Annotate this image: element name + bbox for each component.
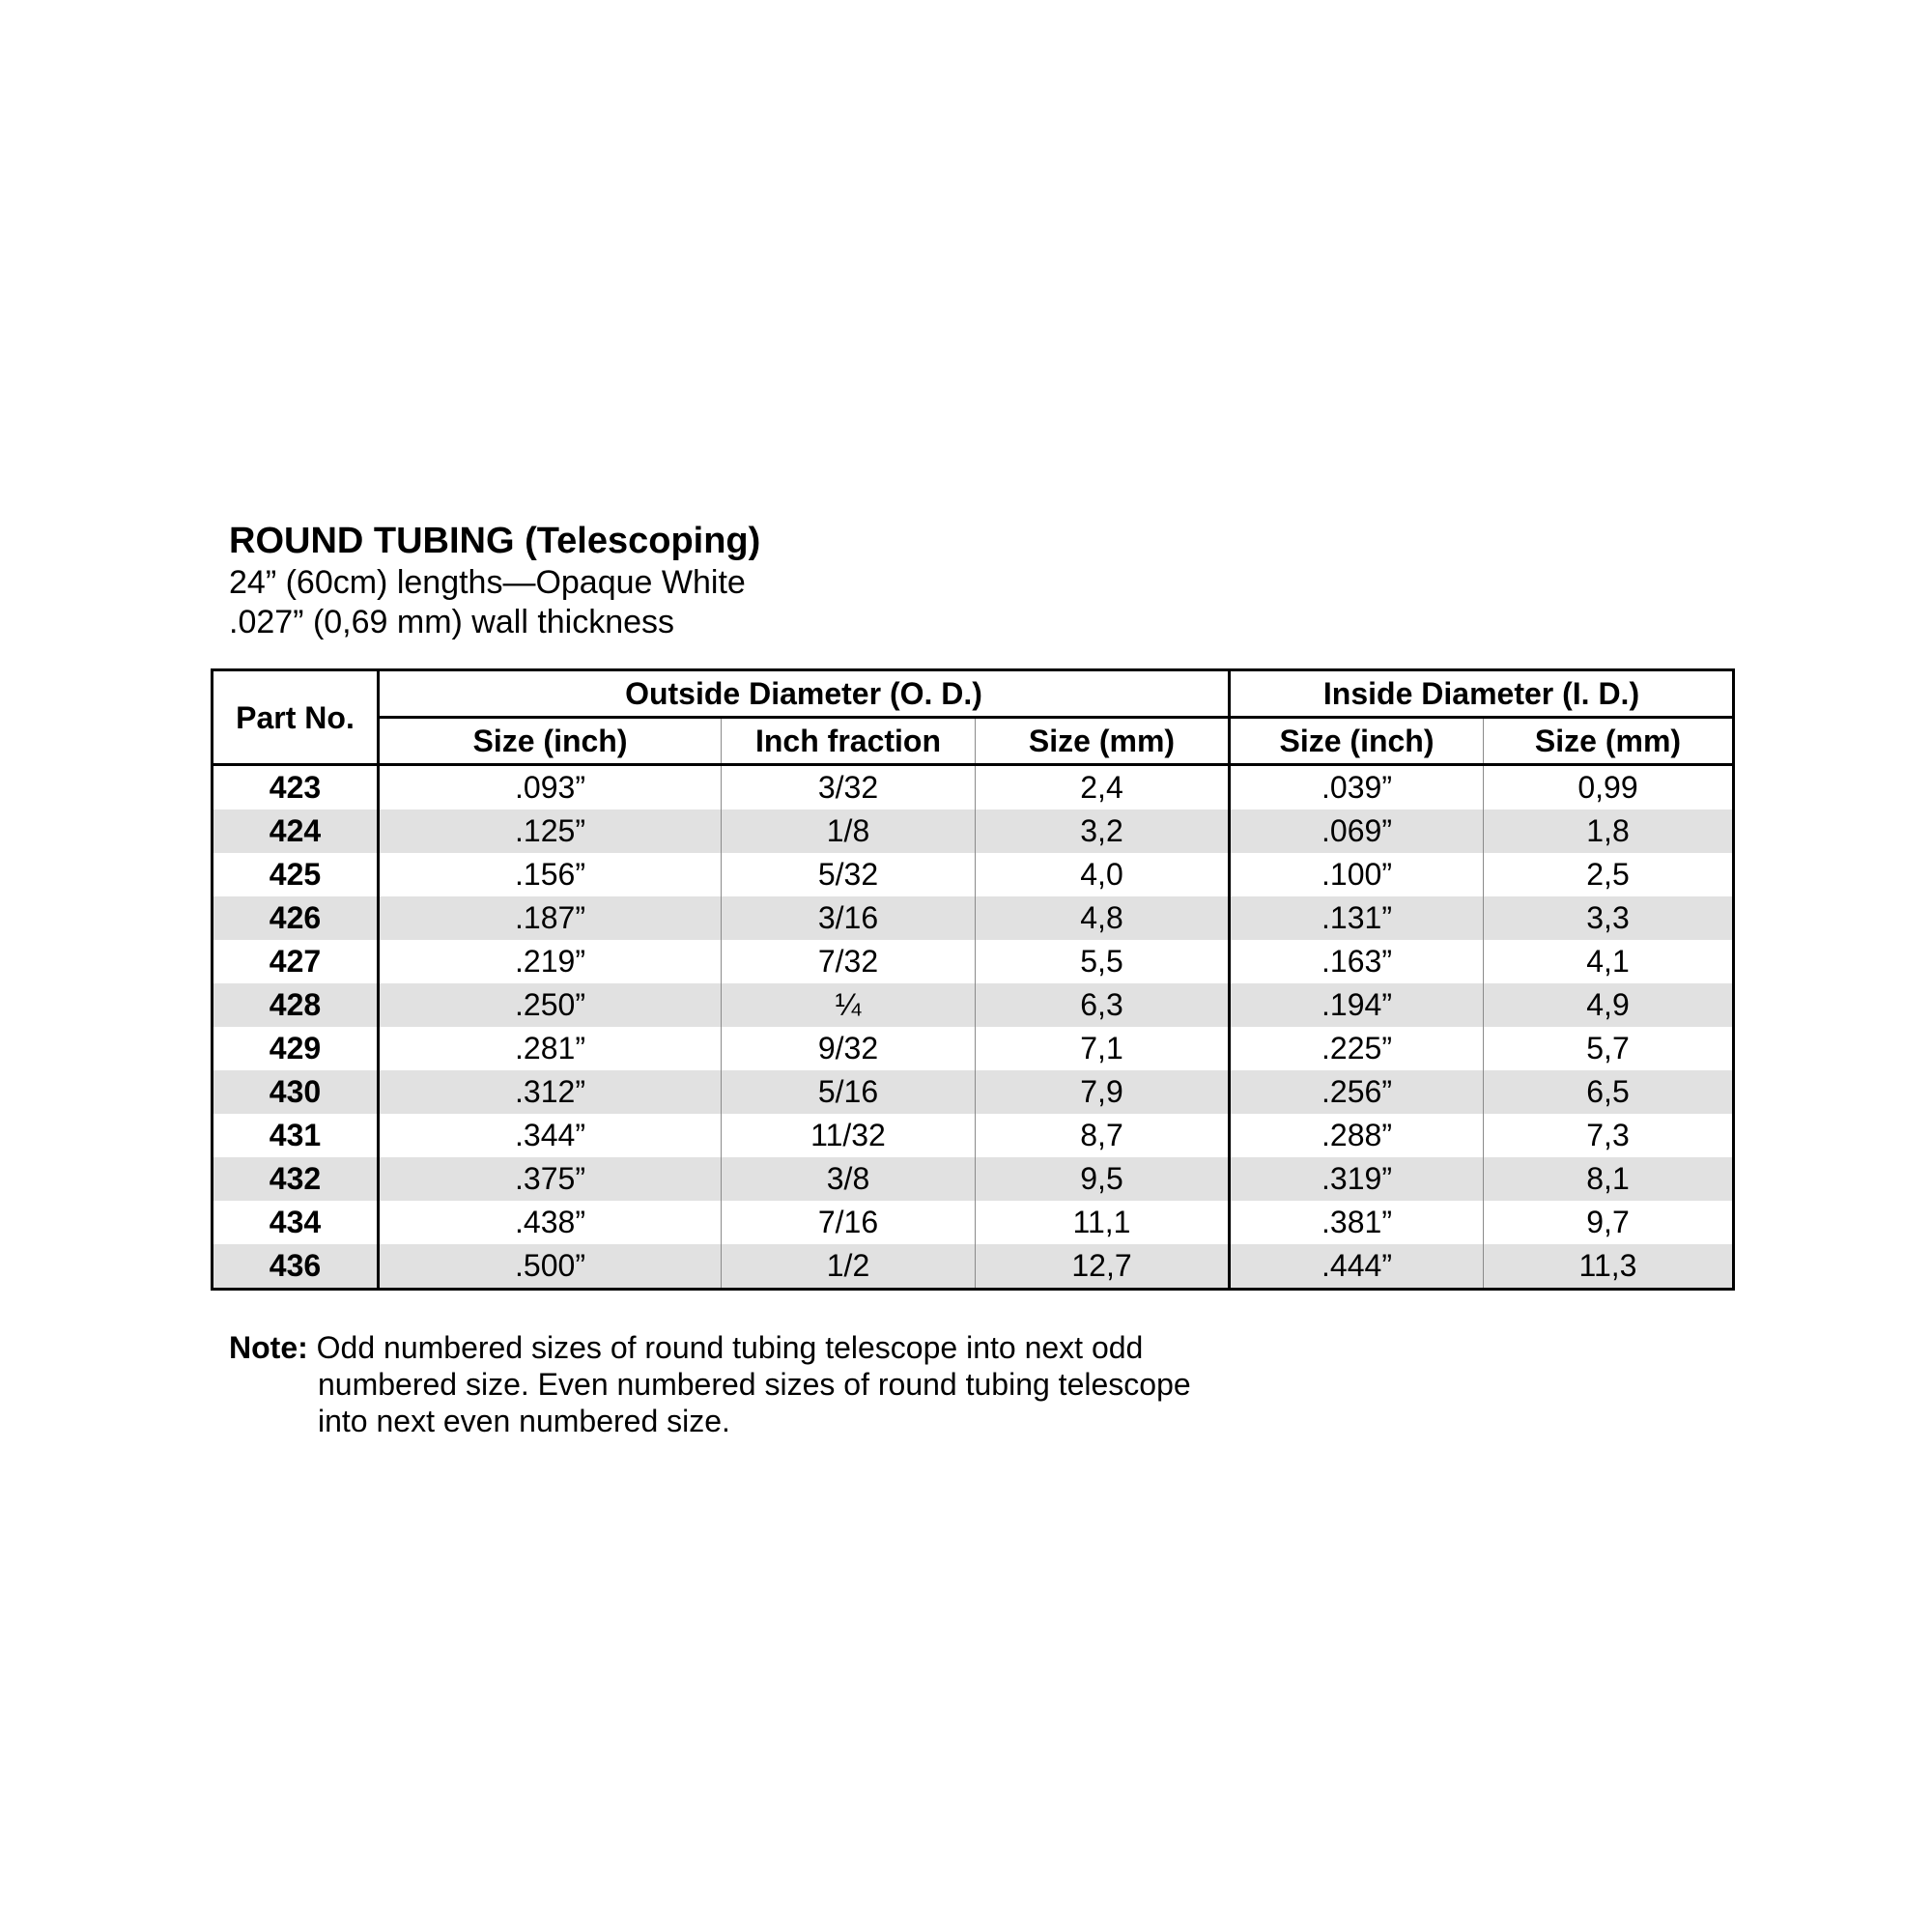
od-fraction-cell: 7/16: [722, 1201, 976, 1244]
id-mm-cell: 2,5: [1586, 857, 1630, 892]
note-label: Note:: [229, 1330, 308, 1365]
od-mm-cell: 8,7: [976, 1114, 1230, 1157]
table-row: [213, 1114, 1734, 1157]
id-mm-cell: 1,8: [1484, 810, 1734, 853]
od-inch-cell: .312”: [379, 1070, 722, 1114]
od-fraction-cell: 1/2: [722, 1244, 976, 1290]
od-inch-fraction-header: Inch fraction: [722, 718, 976, 765]
id-inch-cell: .225”: [1230, 1027, 1484, 1070]
telescoping-note: [229, 1329, 1485, 1439]
od-mm-cell: 12,7: [976, 1244, 1230, 1290]
id-mm-cell: 3,3: [1484, 896, 1734, 940]
od-fraction-cell: 5/32: [722, 853, 976, 896]
id-mm-cell: 4,9: [1484, 983, 1734, 1027]
wall-thickness-subtitle: .027” (0,69 mm) wall thickness: [229, 604, 675, 640]
od-mm-cell: 2,4: [976, 765, 1230, 810]
table-row: [213, 1201, 1734, 1244]
od-mm-cell: 4,0: [976, 853, 1230, 896]
part-number-cell: 428: [213, 983, 379, 1027]
table-body: [213, 765, 1734, 1290]
id-inch-cell: .194”: [1230, 983, 1484, 1027]
od-inch-cell: .125”: [379, 810, 722, 853]
id-mm-cell: 0,99: [1577, 770, 1638, 805]
od-mm-cell: 6,3: [976, 983, 1230, 1027]
od-fraction-cell: 3/8: [722, 1157, 976, 1201]
od-inch-cell: .500”: [379, 1244, 722, 1290]
column-header-row: [213, 718, 1734, 765]
table-row: [213, 1027, 1734, 1070]
od-mm-cell: 11,1: [976, 1201, 1230, 1244]
od-fraction-cell: 3/32: [722, 765, 976, 810]
id-mm-cell: 7,3: [1586, 1118, 1630, 1152]
note-text-line-3: into next even numbered size.: [318, 1404, 730, 1438]
id-mm-cell: 4,1: [1586, 944, 1630, 979]
od-fraction-cell: 1/8: [722, 810, 976, 853]
table-row: [213, 810, 1734, 853]
od-fraction-cell: 7/32: [722, 940, 976, 983]
table-row: [213, 765, 1734, 810]
sheet-heading: [229, 519, 1485, 642]
od-inch-cell: .250”: [379, 983, 722, 1027]
table-row: [213, 940, 1734, 983]
od-inch-cell: .375”: [379, 1157, 722, 1201]
part-number-cell: 427: [213, 940, 379, 983]
outside-diameter-header: Outside Diameter (O. D.): [379, 670, 1230, 718]
id-inch-cell: .069”: [1230, 810, 1484, 853]
table-row: [213, 1244, 1734, 1290]
table-row: [213, 1070, 1734, 1114]
table-row: [213, 1157, 1734, 1201]
id-inch-cell: .319”: [1230, 1157, 1484, 1201]
id-size-mm-header: Size (mm): [1484, 718, 1734, 765]
note-first-line: [229, 1329, 1485, 1366]
note-text-line-1: Odd numbered sizes of round tubing telescope into next odd: [316, 1330, 1144, 1365]
od-mm-cell: 9,5: [976, 1157, 1230, 1201]
od-mm-cell: 7,9: [976, 1070, 1230, 1114]
id-inch-cell: .039”: [1230, 765, 1484, 810]
table-row: [213, 983, 1734, 1027]
od-inch-cell: .281”: [379, 1027, 722, 1070]
id-size-inch-header: Size (inch): [1230, 718, 1484, 765]
part-number-cell: 436: [213, 1244, 379, 1290]
part-number-cell: 431: [213, 1114, 379, 1157]
id-inch-cell: .381”: [1230, 1201, 1484, 1244]
id-inch-cell: .288”: [1230, 1114, 1484, 1157]
od-inch-cell: .344”: [379, 1114, 722, 1157]
table-row: [213, 896, 1734, 940]
id-mm-cell: 8,1: [1484, 1157, 1734, 1201]
od-size-inch-header: Size (inch): [379, 718, 722, 765]
id-mm-cell: 11,3: [1484, 1244, 1734, 1290]
id-inch-cell: .163”: [1230, 940, 1484, 983]
id-mm-cell: 9,7: [1586, 1205, 1630, 1239]
od-size-mm-header: Size (mm): [976, 718, 1230, 765]
od-mm-cell: 3,2: [976, 810, 1230, 853]
od-fraction-cell: 11/32: [722, 1114, 976, 1157]
part-number-cell: 426: [213, 896, 379, 940]
od-fraction-cell: 9/32: [722, 1027, 976, 1070]
id-inch-cell: .131”: [1230, 896, 1484, 940]
tubing-spec-table: [211, 668, 1735, 1291]
od-inch-cell: .219”: [379, 940, 722, 983]
od-fraction-cell: 5/16: [722, 1070, 976, 1114]
group-header-row: [213, 670, 1734, 718]
od-fraction-cell: 3/16: [722, 896, 976, 940]
length-subtitle: 24” (60cm) lengths—Opaque White: [229, 564, 746, 601]
part-number-cell: 430: [213, 1070, 379, 1114]
note-text-line-2: numbered size. Even numbered sizes of round tubing telescope: [318, 1367, 1191, 1402]
od-fraction-cell: ¼: [722, 983, 976, 1027]
id-inch-cell: .444”: [1230, 1244, 1484, 1290]
part-number-cell: 429: [213, 1027, 379, 1070]
page-title: ROUND TUBING (Telescoping): [229, 521, 761, 561]
id-inch-cell: .100”: [1230, 853, 1484, 896]
od-mm-cell: 7,1: [976, 1027, 1230, 1070]
od-mm-cell: 4,8: [976, 896, 1230, 940]
od-inch-cell: .093”: [379, 765, 722, 810]
part-number-cell: 425: [213, 853, 379, 896]
part-no-header: Part No.: [213, 670, 379, 765]
inside-diameter-header: Inside Diameter (I. D.): [1322, 676, 1640, 711]
table-row: [213, 853, 1734, 896]
part-number-cell: 434: [213, 1201, 379, 1244]
id-mm-cell: 6,5: [1484, 1070, 1734, 1114]
part-number-cell: 424: [213, 810, 379, 853]
id-inch-cell: .256”: [1230, 1070, 1484, 1114]
od-inch-cell: .156”: [379, 853, 722, 896]
part-number-cell: 423: [213, 765, 379, 810]
id-mm-cell: 5,7: [1586, 1031, 1630, 1065]
od-inch-cell: .438”: [379, 1201, 722, 1244]
part-number-cell: 432: [213, 1157, 379, 1201]
od-mm-cell: 5,5: [976, 940, 1230, 983]
od-inch-cell: .187”: [379, 896, 722, 940]
